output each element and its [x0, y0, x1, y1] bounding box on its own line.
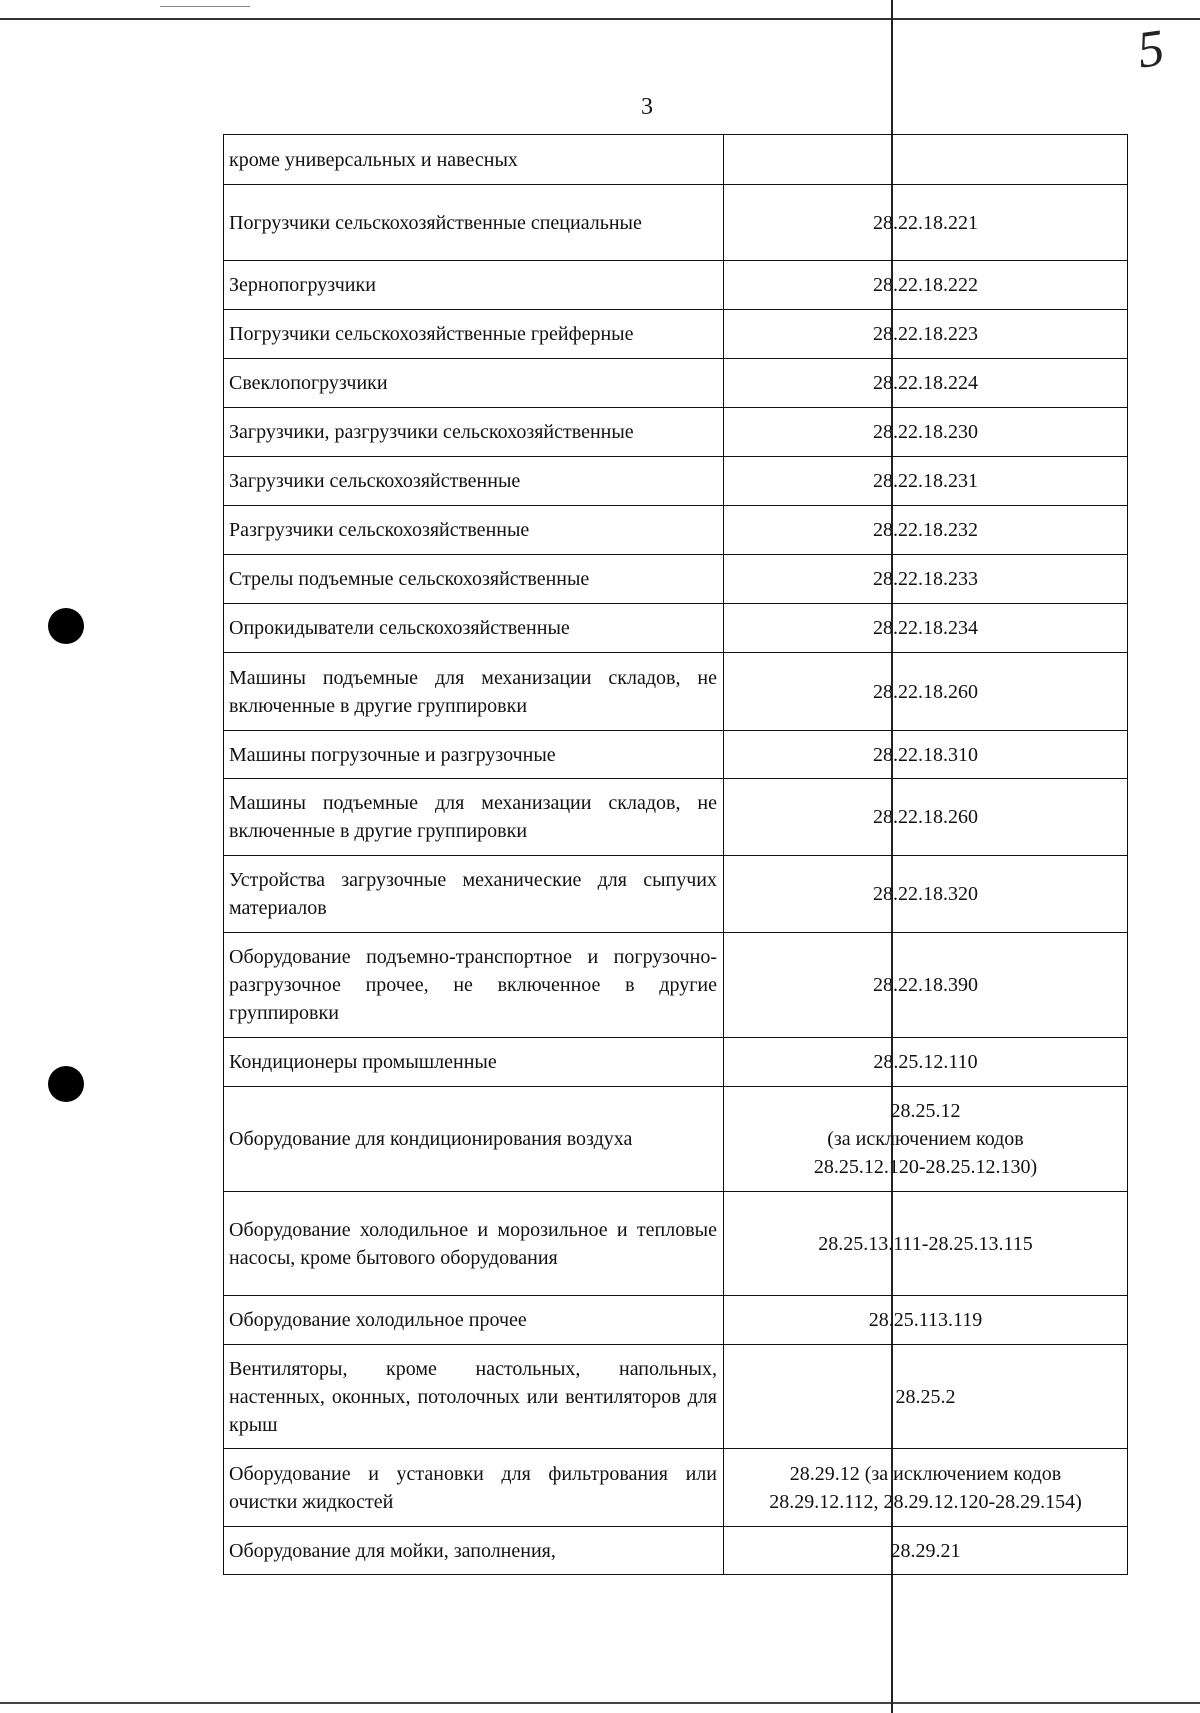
- item-name: кроме универсальных и навесных: [224, 135, 724, 185]
- item-code: 28.25.12 (за исключением кодов 28.25.12.120-28.25.12.130): [724, 1087, 1128, 1192]
- item-name: Разгрузчики сельскохозяйственные: [224, 506, 724, 555]
- item-name: Погрузчики сельскохозяйственные грейферные: [224, 310, 724, 359]
- item-name: Стрелы подъемные сельскохозяйственные: [224, 555, 724, 604]
- scan-artifact-line: [160, 6, 250, 7]
- item-code: 28.22.18.231: [724, 457, 1128, 506]
- scan-edge-top: [0, 18, 1200, 20]
- item-name: Оборудование и установки для фильтрования или очистки жидкостей: [224, 1449, 724, 1527]
- item-name: Опрокидыватели сельскохозяйственные: [224, 604, 724, 653]
- item-code: 28.25.13.111-28.25.13.115: [724, 1192, 1128, 1296]
- classification-table: [223, 134, 1128, 1575]
- table-row: [224, 457, 1128, 506]
- item-name: Погрузчики сельскохозяйственные специальные: [224, 185, 724, 261]
- punch-hole-icon: [48, 608, 84, 644]
- table-row: [224, 1345, 1128, 1449]
- handwritten-page-mark: 5: [1134, 19, 1168, 80]
- table-row: [224, 933, 1128, 1038]
- item-name: Загрузчики сельскохозяйственные: [224, 457, 724, 506]
- item-code: 28.22.18.223: [724, 310, 1128, 359]
- item-name: Машины погрузочные и разгрузочные: [224, 731, 724, 779]
- item-name: Оборудование для кондиционирования воздуха: [224, 1087, 724, 1192]
- table-row: [224, 1038, 1128, 1087]
- item-name: Устройства загрузочные механические для сыпучих материалов: [224, 856, 724, 933]
- table-row: [224, 856, 1128, 933]
- item-code: 28.22.18.232: [724, 506, 1128, 555]
- item-code: 28.22.18.224: [724, 359, 1128, 408]
- scan-edge-bottom: [0, 1702, 1200, 1704]
- table-row: [224, 1087, 1128, 1192]
- table-row: [224, 555, 1128, 604]
- item-name: Машины подъемные для механизации складов, не включенные в другие группировки: [224, 779, 724, 856]
- table-row: [224, 261, 1128, 310]
- item-code: 28.22.18.230: [724, 408, 1128, 457]
- item-code: 28.25.12.110: [724, 1038, 1128, 1087]
- table-row: [224, 1192, 1128, 1296]
- page-number: 3: [641, 94, 653, 120]
- item-code: 28.22.18.310: [724, 731, 1128, 779]
- item-name: Оборудование холодильное и морозильное и тепловые насосы, кроме бытового оборудования: [224, 1192, 724, 1296]
- item-code: 28.22.18.221: [724, 185, 1128, 261]
- item-code: 28.22.18.320: [724, 856, 1128, 933]
- item-code: 28.25.2: [724, 1345, 1128, 1449]
- table-row: [224, 604, 1128, 653]
- item-name: Оборудование холодильное прочее: [224, 1296, 724, 1345]
- item-code: 28.22.18.222: [724, 261, 1128, 310]
- table-row: [224, 1449, 1128, 1527]
- item-code: 28.22.18.233: [724, 555, 1128, 604]
- table-row: [224, 408, 1128, 457]
- table-row: [224, 135, 1128, 185]
- table-row: [224, 185, 1128, 261]
- table-row: [224, 653, 1128, 731]
- table-row: [224, 1296, 1128, 1345]
- item-name: Оборудование подъемно-транспортное и погрузочно-разгрузочное прочее, не включенное в другие группировки: [224, 933, 724, 1038]
- item-code: 28.25.113.119: [724, 1296, 1128, 1345]
- item-name: Зернопогрузчики: [224, 261, 724, 310]
- item-code: 28.22.18.390: [724, 933, 1128, 1038]
- item-code: [724, 135, 1128, 185]
- item-code: 28.22.18.260: [724, 779, 1128, 856]
- item-name: Свеклопогрузчики: [224, 359, 724, 408]
- table-row: [224, 731, 1128, 779]
- item-name: Машины подъемные для механизации складов, не включенные в другие группировки: [224, 653, 724, 731]
- table-row: [224, 1527, 1128, 1575]
- item-name: Загрузчики, разгрузчики сельскохозяйственные: [224, 408, 724, 457]
- item-name: Вентиляторы, кроме настольных, напольных, настенных, оконных, потолочных или вентиляторов для крыш: [224, 1345, 724, 1449]
- table-row: [224, 779, 1128, 856]
- punch-hole-icon: [48, 1066, 84, 1102]
- item-name: Кондиционеры промышленные: [224, 1038, 724, 1087]
- item-code: 28.29.12 (за исключением кодов 28.29.12.112, 28.29.12.120-28.29.154): [724, 1449, 1128, 1527]
- item-code: 28.22.18.260: [724, 653, 1128, 731]
- item-name: Оборудование для мойки, заполнения,: [224, 1527, 724, 1575]
- item-code: 28.22.18.234: [724, 604, 1128, 653]
- table-row: [224, 359, 1128, 408]
- item-code: 28.29.21: [724, 1527, 1128, 1575]
- table-row: [224, 310, 1128, 359]
- table-row: [224, 506, 1128, 555]
